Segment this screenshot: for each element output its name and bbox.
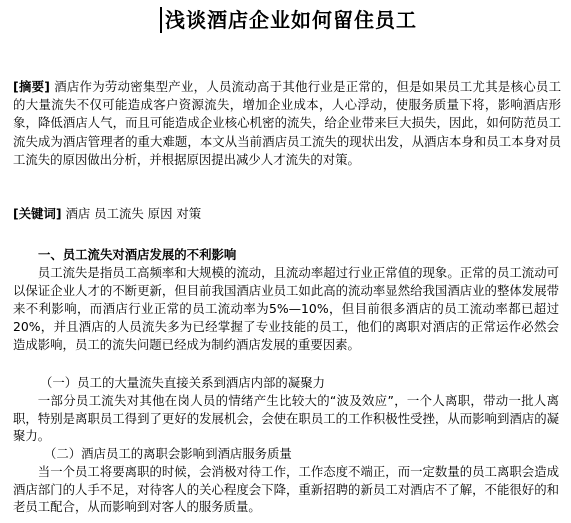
abstract-label: [摘要] [13,79,50,94]
keywords-line [13,205,561,223]
subsection-paragraph: 当一个员工将要离职的时候，会消极对待工作，工作态度不端正，而一定数量的员工离职会造成酒店部门的人手不足，对待客人的关心程度会下降，重新招聘的新员工对酒店不了解，不能很好的和老员工配合，从而影响到对客人的服务质量。 [13,464,559,515]
subsection-heading: （一）员工的大量流失直接关系到酒店内部的凝聚力 [40,375,325,390]
abstract-text: 酒店作为劳动密集型产业，人员流动高于其他行业是正常的，但是如果员工尤其是核心员工的大量流失不仅可能造成客户资源流失，增加企业成本，人心浮动，使服务质量下将，影响酒店形象，降低酒店人气，而且可能造成企业核心机密的流失，给企业带来巨大损失，因此，如何防范员工流失成为酒店管理者的重大难题，本文从当前酒店员工流失的现状出发，从酒店本身和员工本身对员工流失的原因做出分析，并根据原因提出减少人才流失的对策。 [13,79,561,167]
section-paragraph: 员工流失是指员工高频率和大规模的流动，且流动率超过行业正常值的现象。正常的员工流动可以保证企业人才的不断更新，但目前我国酒店业员工如此高的流动率显然给我国酒店业的整体发展带来不利影响，而酒店行业正常的员工流动率为5%—10%，但目前很多酒店的员工流动率都已超过20%，并且酒店的人员流失多为已经掌握了专业技能的员工，他们的离职对酒店的正常运作必然会造成影响，员工的流失问题已经成为制约酒店发展的重要因素。 [13,265,559,352]
subsection-heading: （二）酒店员工的离职会影响到酒店服务质量 [44,446,292,461]
text-cursor [160,7,162,33]
keywords-text: 酒店 员工流失 原因 对策 [65,206,202,221]
subsection-paragraph: 一部分员工流失对其他在岗人员的情绪产生比较大的“波及效应”，一个人离职，带动一批人离职，特别是离职员工得到了更好的发展机会，会使在职员工的工作积极性受挫，从而影响到酒店的凝聚力。 [13,393,559,443]
keywords-label: [关键词] [13,206,62,221]
document-title: 浅谈酒店企业如何留住员工 [165,8,417,32]
abstract-paragraph [13,78,561,169]
section-heading: 一、员工流失对酒店发展的不利影响 [38,247,237,262]
